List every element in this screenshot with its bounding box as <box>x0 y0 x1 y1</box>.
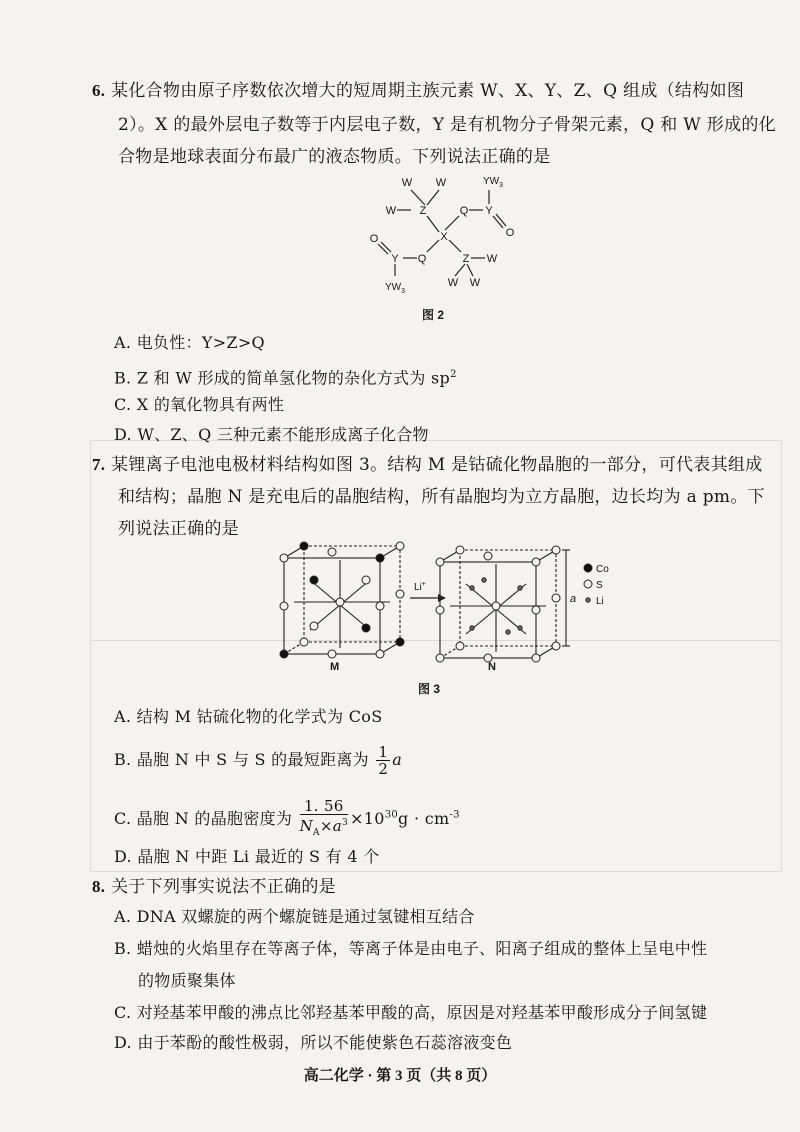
q7-stem-line-1 <box>92 454 763 476</box>
q7-option-c-exponent: 30 <box>384 809 399 821</box>
fig3-legend <box>584 564 609 607</box>
fig3-edge-label: a <box>570 593 577 605</box>
q8-stem-text: 关于下列事实说法不正确的是 <box>111 877 336 897</box>
q7-option-b-text: B. 晶胞 N 中 S 与 S 的最短距离为 <box>114 750 369 769</box>
fig2-atom-z2: Z <box>462 253 470 265</box>
fig2-atom-y2: Y <box>391 253 399 265</box>
figure-2-caption: 图 2 <box>422 308 445 322</box>
q7-stem-line-3: 列说法正确的是 <box>118 519 240 539</box>
fig2-atom-w4: W <box>486 253 498 265</box>
fig2-atom-w3: W <box>385 205 397 217</box>
q7-option-b-numerator: 1 <box>378 743 389 761</box>
figure-2-structure <box>355 172 535 302</box>
q7-stem-line-2: 和结构；晶胞 N 是充电后的晶胞结构，所有晶胞均为立方晶胞，边长均为 a pm。下 <box>118 487 765 507</box>
q8-number: 8. <box>92 877 106 896</box>
fig2-atom-y1: Y <box>485 205 493 217</box>
q7-option-c-multiplier: ×10 <box>350 809 385 828</box>
q8-option-b-line-2: 的物质聚集体 <box>138 971 236 990</box>
fig3-arrow-label: Li+ <box>414 581 426 593</box>
q8-option-c: C. 对羟基苯甲酸的沸点比邻羟基苯甲酸的高，原因是对羟基苯甲酸形成分子间氢键 <box>114 1003 708 1022</box>
fig2-atom-q2: Q <box>417 253 427 265</box>
page-footer: 高二化学 · 第 3 页（共 8 页） <box>303 1068 497 1084</box>
figure-3-caption: 图 3 <box>418 682 441 696</box>
q6-stem-line-3: 合物是地球表面分布最广的液态物质。下列说法正确的是 <box>118 147 551 167</box>
q7-option-c-fraction <box>300 798 348 841</box>
fig2-atom-z1: Z <box>419 205 427 217</box>
q7-option-c-numerator: 1. 56 <box>300 798 348 815</box>
q7-option-d: D. 晶胞 N 中距 Li 最近的 S 有 4 个 <box>114 847 380 866</box>
q6-option-b <box>114 364 457 389</box>
q7-option-a: A. 结构 M 钴硫化物的化学式为 CoS <box>114 707 383 726</box>
q6-option-b-text: B. Z 和 W 形成的简单氢化物的杂化方式为 sp <box>114 368 451 388</box>
fig2-atom-w6: W <box>469 277 481 289</box>
legend-co: Co <box>596 564 609 575</box>
fig2-atom-w1: W <box>401 177 413 189</box>
fig2-atom-q1: Q <box>459 205 469 217</box>
fig2-group-yw3-bottom: $YW_3$ <box>385 282 406 295</box>
q6-stem-text-1: 某化合物由原子序数依次增大的短周期主族元素 W、X、Y、Z、Q 组成（结构如图 <box>111 81 745 101</box>
q8-option-d: D. 由于苯酚的酸性极弱，所以不能使紫色石蕊溶液变色 <box>114 1033 513 1052</box>
q6-stem-line-1 <box>92 80 744 102</box>
fig3-label-m: M <box>330 661 340 673</box>
cell-n-atoms <box>436 546 560 662</box>
q6-number: 6. <box>92 81 106 100</box>
q6-option-a: A. 电负性：Y>Z>Q <box>114 333 265 352</box>
q7-option-b-fraction <box>376 744 390 777</box>
q8-option-a: A. DNA 双螺旋的两个螺旋链是通过氢键相互结合 <box>114 907 475 926</box>
q7-option-b-var: a <box>392 750 403 769</box>
cell-m-atoms <box>280 542 404 658</box>
fig2-atom-w2: W <box>435 177 447 189</box>
legend-s: S <box>596 580 603 591</box>
q6-stem-line-2: 2）。X 的最外层电子数等于内层电子数，Y 是有机物分子骨架元素，Q 和 W 形成的化 <box>118 115 776 135</box>
fig3-arrow-head <box>438 594 446 602</box>
q7-option-c-text: C. 晶胞 N 的晶胞密度为 <box>114 809 293 828</box>
q7-number: 7. <box>92 455 106 474</box>
q7-option-c-denominator: $N_A\times a^3$ <box>299 817 349 838</box>
q8-stem <box>92 876 336 898</box>
q7-option-b <box>114 744 402 777</box>
fig3-label-n: N <box>488 661 496 673</box>
q6-option-b-sup: 2 <box>450 369 457 380</box>
q8-option-b-line-1: B. 蜡烛的火焰里存在等离子体，等离子体是由电子、阳离子组成的整体上呈电中性 <box>114 939 708 958</box>
q6-option-c: C. X 的氧化物具有两性 <box>114 395 285 414</box>
q7-option-c-unit-exp: -3 <box>449 809 460 821</box>
fig2-atom-o2: O <box>369 233 379 245</box>
q7-option-c <box>114 798 460 841</box>
q7-option-b-denominator: 2 <box>378 760 389 778</box>
legend-li: Li <box>596 596 604 607</box>
fig2-atom-o1: O <box>505 227 515 239</box>
q6-option-d: D. W、Z、Q 三种元素不能形成离子化合物 <box>114 425 429 444</box>
fig2-group-yw3-top: $YW_3$ <box>483 176 504 189</box>
q7-stem-text-1: 某锂离子电池电极材料结构如图 3。结构 M 是钴硫化物晶胞的一部分，可代表其组成 <box>111 455 763 475</box>
q7-option-c-unit: g · cm <box>398 809 450 828</box>
fig2-atom-x: X <box>440 231 448 243</box>
figure-3-crystal-cells <box>270 540 630 675</box>
fig2-atom-w5: W <box>447 277 459 289</box>
